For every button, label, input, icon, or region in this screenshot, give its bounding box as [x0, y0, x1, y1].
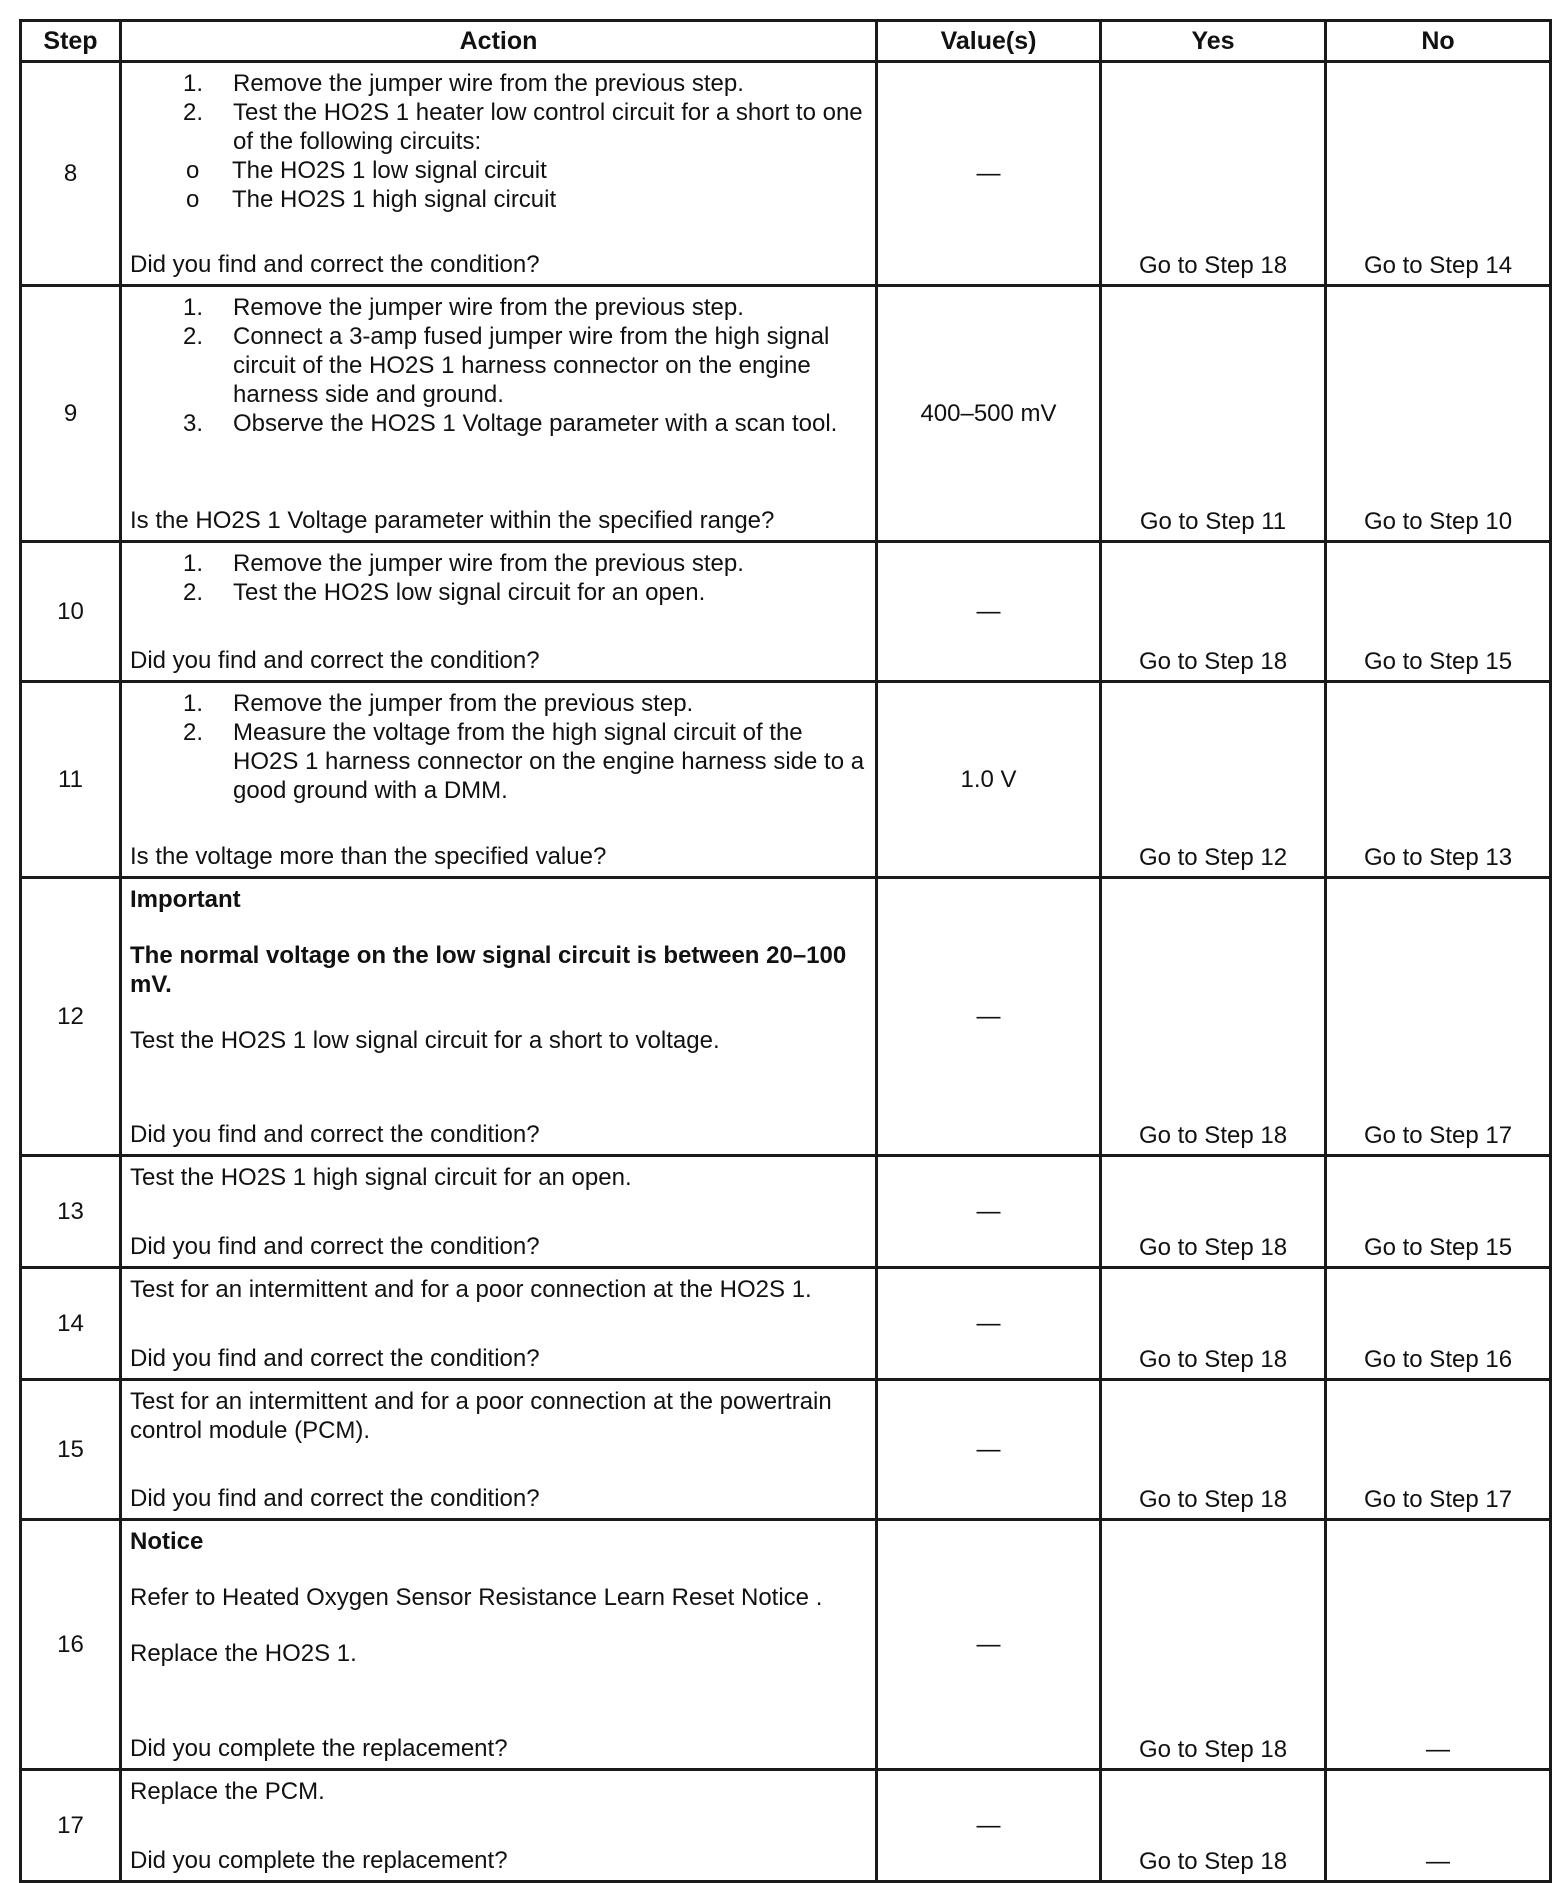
action-cell — [121, 1156, 877, 1268]
yes-cell: Go to Step 11 — [1101, 286, 1326, 542]
yes-cell: Go to Step 18 — [1101, 542, 1326, 682]
diagnostic-table-wrapper — [19, 19, 1549, 1883]
list-item: 2. Measure the voltage from the high signal circuit of the HO2S 1 harness connector on the engine harness side to a good ground with a DMM. — [183, 719, 865, 804]
step-number: 16 — [21, 1520, 121, 1770]
yes-cell: Go to Step 18 — [1101, 1268, 1326, 1380]
action-question: Did you complete the replacement? — [130, 1735, 508, 1762]
bullet-icon: o — [186, 157, 200, 184]
action-steps — [130, 69, 867, 214]
table-row-step-17 — [21, 1770, 1551, 1882]
action-cell — [121, 1770, 877, 1882]
step-number: 11 — [21, 682, 121, 878]
no-cell: Go to Step 16 — [1326, 1268, 1551, 1380]
no-cell: — — [1326, 1770, 1551, 1882]
no-cell: — — [1326, 1520, 1551, 1770]
yes-cell: Go to Step 18 — [1101, 1520, 1326, 1770]
action-steps — [130, 549, 867, 607]
action-steps — [130, 293, 867, 438]
value-cell: — — [877, 542, 1101, 682]
action-steps — [130, 689, 867, 805]
yes-cell: Go to Step 18 — [1101, 1156, 1326, 1268]
table-row-step-11 — [21, 682, 1551, 878]
action-cell — [121, 62, 877, 286]
action-question: Did you find and correct the condition? — [130, 1485, 540, 1512]
action-cell — [121, 1268, 877, 1380]
sub-list-item: o The HO2S 1 high signal circuit — [186, 186, 557, 213]
value-cell: — — [877, 1770, 1101, 1882]
action-question: Did you find and correct the condition? — [130, 1233, 540, 1260]
header-action: Action — [121, 21, 877, 62]
diagnostic-table — [19, 19, 1552, 1883]
value-cell: — — [877, 1380, 1101, 1520]
list-item: 2. Test the HO2S low signal circuit for an open. — [183, 579, 706, 606]
yes-cell: Go to Step 12 — [1101, 682, 1326, 878]
action-question: Did you find and correct the condition? — [130, 1121, 540, 1148]
action-text: Test the HO2S 1 high signal circuit for an open. — [130, 1164, 632, 1191]
list-item: 2. Test the HO2S 1 heater low control circuit for a short to one of the following circuits: o The HO2S 1 low signal circuit o The HO2S 1 high signal circuit — [130, 98, 867, 214]
action-question: Did you find and correct the condition? — [130, 647, 540, 674]
important-note: The normal voltage on the low signal circuit is between 20–100 mV. — [130, 942, 847, 998]
table-row-step-13 — [21, 1156, 1551, 1268]
sub-list — [130, 156, 867, 214]
yes-cell: Go to Step 18 — [1101, 1770, 1326, 1882]
table-row-step-15 — [21, 1380, 1551, 1520]
no-cell: Go to Step 17 — [1326, 1380, 1551, 1520]
action-cell — [121, 878, 877, 1156]
yes-cell: Go to Step 18 — [1101, 62, 1326, 286]
action-cell — [121, 1380, 877, 1520]
action-question: Is the voltage more than the specified value? — [130, 843, 607, 870]
value-cell: 1.0 V — [877, 682, 1101, 878]
action-cell — [121, 682, 877, 878]
yes-cell: Go to Step 18 — [1101, 1380, 1326, 1520]
table-row-step-8 — [21, 62, 1551, 286]
action-question: Did you find and correct the condition? — [130, 251, 540, 278]
table-row-step-14 — [21, 1268, 1551, 1380]
value-cell: — — [877, 1156, 1101, 1268]
no-cell: Go to Step 15 — [1326, 542, 1551, 682]
table-row-step-16 — [21, 1520, 1551, 1770]
no-cell: Go to Step 10 — [1326, 286, 1551, 542]
list-item: 1. Remove the jumper from the previous step. — [183, 690, 694, 717]
action-text: Replace the HO2S 1. — [130, 1640, 357, 1667]
value-cell: 400–500 mV — [877, 286, 1101, 542]
header-step: Step — [21, 21, 121, 62]
list-item: 1. Remove the jumper wire from the previous step. — [183, 294, 744, 321]
notice-text: Refer to Heated Oxygen Sensor Resistance Learn Reset Notice . — [130, 1584, 823, 1611]
action-text: Replace the PCM. — [130, 1778, 325, 1805]
action-question: Did you complete the replacement? — [130, 1847, 508, 1874]
step-number: 12 — [21, 878, 121, 1156]
yes-cell: Go to Step 18 — [1101, 878, 1326, 1156]
list-item: 1. Remove the jumper wire from the previous step. — [183, 550, 744, 577]
table-row-step-10 — [21, 542, 1551, 682]
table-row-step-12 — [21, 878, 1551, 1156]
value-cell: — — [877, 1520, 1101, 1770]
header-yes: Yes — [1101, 21, 1326, 62]
no-cell: Go to Step 13 — [1326, 682, 1551, 878]
no-cell: Go to Step 14 — [1326, 62, 1551, 286]
action-question: Is the HO2S 1 Voltage parameter within the specified range? — [130, 507, 775, 534]
important-heading: Important — [130, 886, 241, 913]
step-number: 15 — [21, 1380, 121, 1520]
step-number: 10 — [21, 542, 121, 682]
no-cell: Go to Step 17 — [1326, 878, 1551, 1156]
action-question: Did you find and correct the condition? — [130, 1345, 540, 1372]
bullet-icon: o — [186, 186, 200, 213]
table-row-step-9 — [21, 286, 1551, 542]
action-cell — [121, 1520, 877, 1770]
list-item: 2. Connect a 3-amp fused jumper wire from the high signal circuit of the HO2S 1 harness connector on the engine harness side and ground. — [183, 323, 830, 408]
notice-heading: Notice — [130, 1528, 204, 1555]
step-number: 8 — [21, 62, 121, 286]
sub-list-item: o The HO2S 1 low signal circuit — [186, 157, 547, 184]
value-cell: — — [877, 62, 1101, 286]
header-values: Value(s) — [877, 21, 1101, 62]
action-text: Test the HO2S 1 low signal circuit for a short to voltage. — [130, 1027, 720, 1054]
step-number: 13 — [21, 1156, 121, 1268]
action-cell — [121, 542, 877, 682]
action-cell — [121, 286, 877, 542]
no-cell: Go to Step 15 — [1326, 1156, 1551, 1268]
action-text: Test for an intermittent and for a poor connection at the powertrain control module (PCM). — [130, 1388, 832, 1444]
header-row — [21, 21, 1551, 62]
header-no: No — [1326, 21, 1551, 62]
action-text: Test for an intermittent and for a poor connection at the HO2S 1. — [130, 1276, 812, 1303]
step-number: 17 — [21, 1770, 121, 1882]
list-item: 3. Observe the HO2S 1 Voltage parameter with a scan tool. — [183, 410, 838, 437]
value-cell: — — [877, 878, 1101, 1156]
list-item: 1. Remove the jumper wire from the previous step. — [183, 70, 744, 97]
step-number: 14 — [21, 1268, 121, 1380]
value-cell: — — [877, 1268, 1101, 1380]
step-number: 9 — [21, 286, 121, 542]
